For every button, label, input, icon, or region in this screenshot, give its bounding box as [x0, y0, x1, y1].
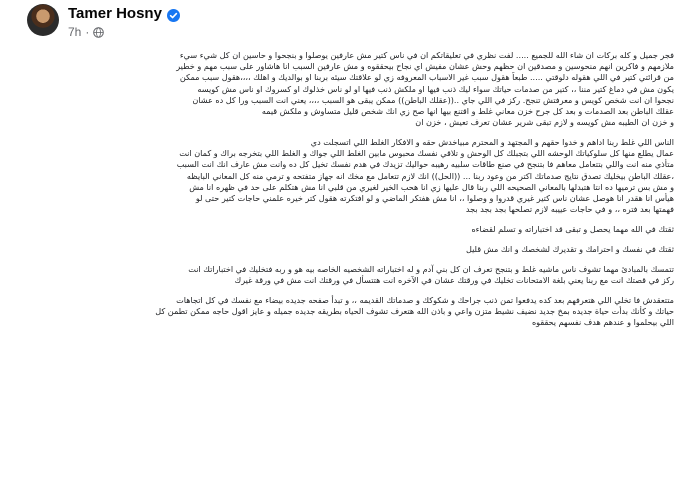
post-header [0, 0, 690, 44]
post-line: من قرائتي كتير في اللي هقوله دلوقتي ..... طبعاً هقول سبب غير الاسباب المعروفه زي لو علاقتك سيئه بربنا او بوالديك و اهلك ،،،،هقول سبب ممكن [179, 72, 674, 83]
post-line: الناس اللي غلط ربنا اداهم و خدوا حقهم و المجتهد و المحترم مبياخدش حقه و الافكار الغلط اللي اتسجلت دي [310, 137, 674, 148]
post-line: ثقتك في الله مهما يحصل و تبقى قد اختباراته و تسلم لقضاءه [471, 224, 674, 235]
author-name[interactable]: Tamer Hosny [68, 5, 162, 22]
post-line: ركز في قصتك انت مع ربنا يعني بلغة الامتحانات تخليك في ورقتك عشان في الآخره انت هتتسأل في ورقتك انت مش في ورقة غيرك [234, 274, 674, 285]
post-paragraph [18, 295, 674, 329]
post-line: يكون مش في دماغ كتير مننا ،، كتير من صدمات حياتك سواء ليك ذنب فيها او ملكش ذنب فيها او لو ناس خذلوك او كسروك او ناس مش كويسه [197, 83, 674, 94]
meta-separator: · [85, 25, 90, 39]
post-line: متتعقدش فا تخلي اللي هتعرفهم بعد كده يدفعوا تمن ذنب جراحك و شكوكك و صدماتك القديمه ،، و تبدأ صفحه جديده بيضاء مع نفسك في كل اتجاهات [176, 294, 674, 305]
post-line: تتمسك بالمبادئ مهما تشوف ناس ماشيه غلط و بتنجح تعرف ان كل بني آدم و له اختباراته الشخصيه الخاصه بيه هو و ربه فتخليك في اختباراتك انت [188, 263, 674, 274]
post-paragraph [18, 137, 674, 215]
post-line: عمال يطلع منها كل سلوكياتك الوحشه اللي بتجبلك كل الوحش و تلاقي نفسك محبوس مابين الغلط اللي جواك و الغلط اللي بتخرجه براك و كمان انت [179, 148, 674, 159]
post-line: فهمتها بعد فتره ،، و في حاجات عييبه لازم تصلحها بجد بجد بجد [465, 204, 674, 215]
post-line: حياتك و كأنك بدأت حياة جديده بمخ جديد نضيف نشيط متزن واعي و باذن الله هتعرف تشوف الحياه بطريقه جديده جميله و عايز اقول حاجه ممكن تطمن كل [155, 305, 674, 316]
post-paragraph [18, 244, 674, 255]
post-line: هيأس انا هقدر انا هوصل عشان ناس كتير غيري قدروا و وصلوا ،، انا مش هفتكر الماضي و لو افتكرته هقول كتر خيره علمني حاجات كتير حتى لو [195, 193, 674, 204]
author-avatar[interactable] [27, 4, 59, 36]
post-line: ،عقلك الباطن بيخليك تصدق نتايج صدماتك اكتر من وعود ربنا ... ((الحل)) انك لازم تتعامل مع مخك انه جهاز متفتحه و ترمي منه كل المعاني البايظه [186, 170, 674, 181]
post-paragraph [18, 224, 674, 235]
post-line: و مش بس ترميها ده انتا هتبدلها بالمعاني الصحيحه اللي ربنا قال عليها زي انا هحب الخير لغيري من قلبي انا مش هتكلم على حد في ظهره انا مش [189, 181, 674, 192]
post-timestamp[interactable]: 7h [68, 25, 82, 39]
post-line: و خزن ان الطيبه مش كويسه و لازم تبقى شرير عشان تعرف تعيش ، خزن ان [415, 117, 674, 128]
author-name-row [68, 5, 180, 22]
post-line: نجحوا ان انت شخص كويس و معرفتش تنجح. ركز في اللي جاي ..((عقلك الباطن)) ممكن يبقى هو السبب ،،،، يعني انت السبب ورا كل ده عشان [192, 94, 674, 105]
post-line: ملازمهم و فاكرين انهم منحوسين و مصدقين ان حظهم وحش عشان مفيش اي نجاح بيحققوه و مش عارفين السبب انا هاشاور على سبب مهم و خطير [176, 61, 674, 72]
verified-badge-icon [167, 7, 180, 20]
post-line: فجر جميل و كله بركات ان شاء الله للجميع ..... لفت نظري في تعليقاتكم ان في ناس كتير مش عارفين يوصلوا و بنجحوا و حاسين ان كل شيء سيء [179, 50, 674, 60]
post-paragraph [18, 264, 674, 286]
post-line: متأذي منه انت واللي بتتعامل معاهم فا بتنجح في صنع طاقات سلبيه رهيبه حواليك تزيدك في هدم نفسك تخيل كل ده وانت مش عارف انك انت السبب [176, 159, 674, 170]
post-paragraph [18, 50, 674, 128]
post-text [18, 50, 674, 337]
post-line: اللي بيحلموا و عندهم هدف نفسهم يحققوه [531, 317, 674, 328]
post-line: عقلك الباطن بعد الصدمات و بعد كل جرح خزن معاني غلط و اقتنع بيها انها صح زي انك شخص قليل متساوش و ملكش قيمه [261, 106, 674, 117]
public-globe-icon[interactable] [93, 27, 104, 38]
post-meta [68, 25, 104, 39]
post-line: ثقتك في نفسك و احترامك و تقديرك لشخصك و انك مش قليل [465, 243, 674, 254]
